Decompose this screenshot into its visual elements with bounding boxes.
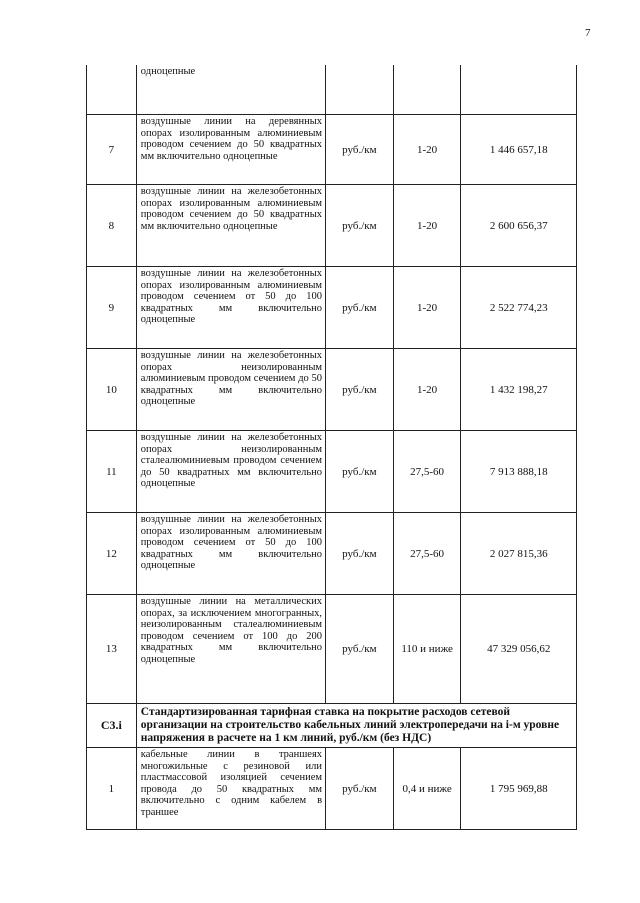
- row-value: 2 027 815,36: [489, 547, 548, 560]
- row-number: 12: [87, 513, 137, 594]
- table-row: [86, 115, 577, 185]
- row-unit: [326, 65, 394, 114]
- row-value: 2 600 656,37: [489, 219, 548, 232]
- table-row: [86, 431, 577, 513]
- row-value: 47 329 056,62: [487, 643, 551, 655]
- row-number: 7: [87, 115, 137, 184]
- row-number: 9: [87, 267, 137, 348]
- row-unit: руб./км: [326, 431, 394, 512]
- row-value: 2 522 774,23: [489, 301, 548, 314]
- row-number: 11: [87, 431, 137, 512]
- row-description: воздушные линии на железобетонных опорах изолированным алюминиевым проводом сечением от 50 до 100 квадратных мм включительно одноцепные: [137, 513, 326, 594]
- row-number: 10: [87, 349, 137, 430]
- table-row: [86, 513, 577, 595]
- row-unit: руб./км: [326, 115, 394, 184]
- row-description: воздушные линии на деревянных опорах изолированным алюминиевым проводом сечением до 50 квадратных мм включительно одноцепные: [137, 115, 326, 184]
- page-number: 7: [585, 27, 591, 39]
- table-row: [86, 349, 577, 431]
- row-value: 1 795 969,88: [489, 782, 548, 795]
- row-voltage: 0,4 и ниже: [394, 748, 462, 829]
- row-number: 13: [87, 595, 137, 703]
- row-description: воздушные линии на железобетонных опорах изолированным алюминиевым проводом сечением от 50 до 100 квадратных мм включительно одноцепные: [137, 267, 326, 348]
- table-row: [86, 267, 577, 349]
- section-header-row: [86, 704, 577, 748]
- tariff-table: [86, 65, 577, 830]
- row-number: 1: [87, 748, 137, 829]
- row-description: одноцепные: [137, 65, 326, 114]
- row-unit: руб./км: [326, 513, 394, 594]
- row-voltage: 27,5-60: [394, 513, 462, 594]
- row-unit: руб./км: [326, 185, 394, 266]
- row-number: [87, 65, 137, 114]
- section-code: С3.i: [87, 704, 137, 747]
- row-voltage: 1-20: [394, 185, 462, 266]
- row-voltage: 1-20: [394, 267, 462, 348]
- row-value: [461, 65, 576, 114]
- row-unit: руб./км: [326, 595, 394, 703]
- row-unit: руб./км: [326, 349, 394, 430]
- row-voltage: [394, 65, 462, 114]
- table-row: [86, 185, 577, 267]
- row-unit: руб./км: [326, 748, 394, 829]
- row-value: 1 432 198,27: [489, 383, 548, 396]
- row-description: воздушные линии на железобетонных опорах неизолированным алюминиевым проводом сечением до 50 квадратных мм включительно одноцепные: [137, 349, 326, 430]
- row-unit: руб./км: [326, 267, 394, 348]
- row-number: 8: [87, 185, 137, 266]
- row-voltage: 1-20: [394, 115, 462, 184]
- table-row: [86, 748, 577, 830]
- row-description: воздушные линии на железобетонных опорах неизолированным сталеалюминиевым проводом сечением до 50 квадратных мм включительно одноцепные: [137, 431, 326, 512]
- row-description: воздушные линии на железобетонных опорах изолированным алюминиевым проводом сечением до 50 квадратных мм включительно одноцепные: [137, 185, 326, 266]
- row-value: 1 446 657,18: [489, 143, 548, 156]
- row-voltage: 27,5-60: [394, 431, 462, 512]
- row-value: 7 913 888,18: [489, 465, 548, 478]
- row-voltage: 110 и ниже: [394, 595, 462, 703]
- table-row: [86, 595, 577, 704]
- row-description: кабельные линии в траншеях многожильные с резиновой или пластмассовой изоляцией сечением провода до 50 квадратных мм включительно с одним кабелем в траншее: [137, 748, 326, 829]
- row-voltage: 1-20: [394, 349, 462, 430]
- table-row: [86, 65, 577, 115]
- section-title: Стандартизированная тарифная ставка на покрытие расходов сетевой организации на строительство кабельных линий электропередачи на i-м уровне напряжения в расчете на 1 км линий, руб./км (без НДС): [140, 706, 560, 744]
- row-description: воздушные линии на металлических опорах, за исключением многогранных, неизолированным сталеалюминиевым проводом сечением от 100 до 200 квадратных мм включительно одноцепные: [137, 595, 326, 703]
